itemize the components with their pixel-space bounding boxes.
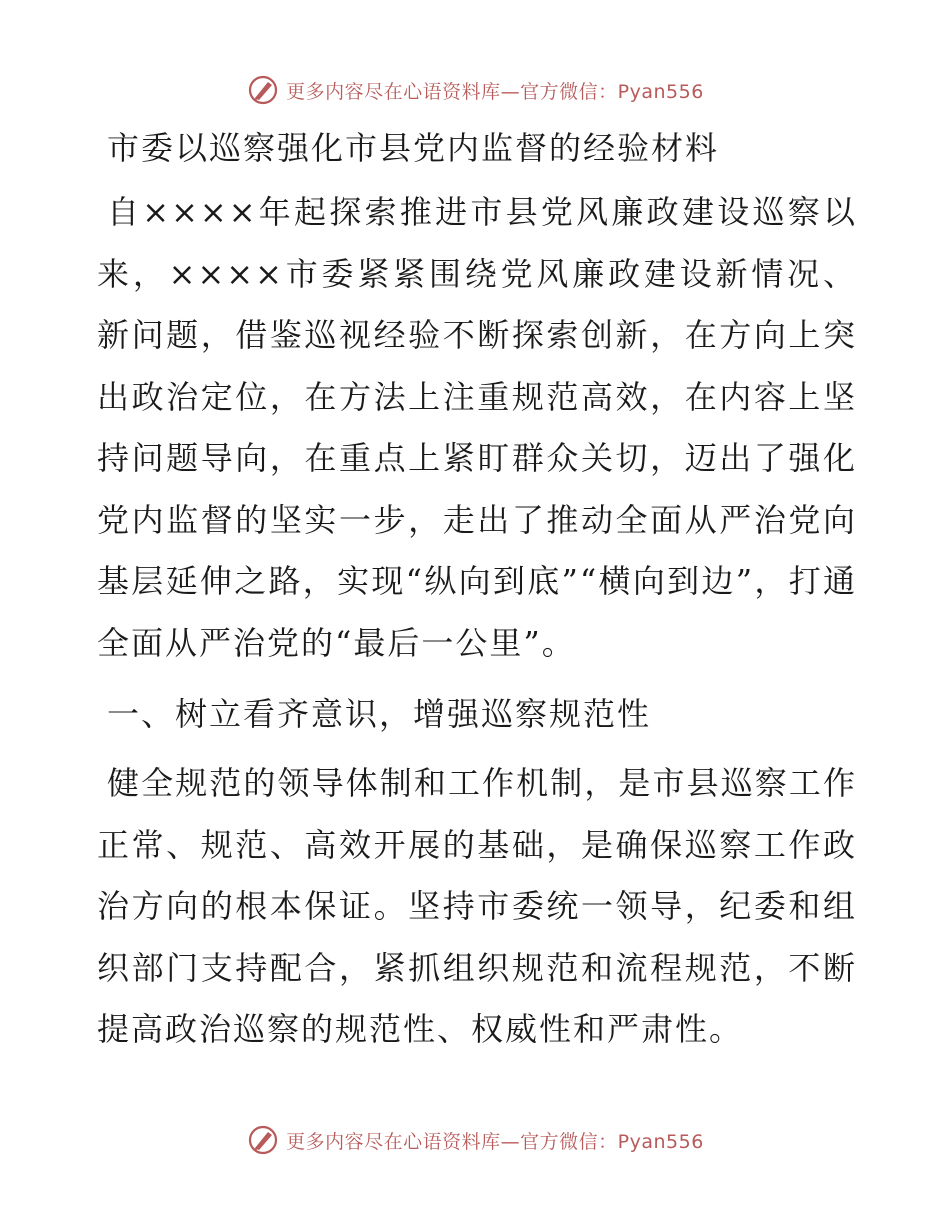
document-body xyxy=(97,120,857,1061)
quill-circle-icon xyxy=(246,1123,280,1157)
section-heading: 一、树立看齐意识，增强巡察规范性 xyxy=(107,695,652,733)
footer-watermark xyxy=(0,1120,950,1160)
document-title: 市委以巡察强化市县党内监督的经验材料 xyxy=(107,129,720,167)
section-paragraph: 健全规范的领导体制和工作机制，是市县巡察工作正常、规范、高效开展的基础，是确保巡察工作政治方向的根本保证。坚持市委统一领导，纪委和组织部门支持配合，紧抓组织规范和流程规范，不断提高政治巡察的规范性、权威性和严肃性。 xyxy=(97,764,857,1048)
watermark-text: 更多内容尽在心语资料库—官方微信：Pyan556 xyxy=(286,80,704,103)
quill-circle-icon xyxy=(246,73,280,107)
watermark-text: 更多内容尽在心语资料库—官方微信：Pyan556 xyxy=(286,1130,704,1153)
intro-paragraph: 自××××年起探索推进市县党风廉政建设巡察以来，××××市委紧紧围绕党风廉政建设新情况、新问题，借鉴巡视经验不断探索创新，在方向上突出政治定位，在方法上注重规范高效，在内容上坚持问题导向，在重点上紧盯群众关切，迈出了强化党内监督的坚实一步，走出了推动全面从严治党向基层延伸之路，实现“纵向到底”“横向到边”，打通全面从严治党的“最后一公里”。 xyxy=(97,193,857,662)
header-watermark xyxy=(0,70,950,110)
